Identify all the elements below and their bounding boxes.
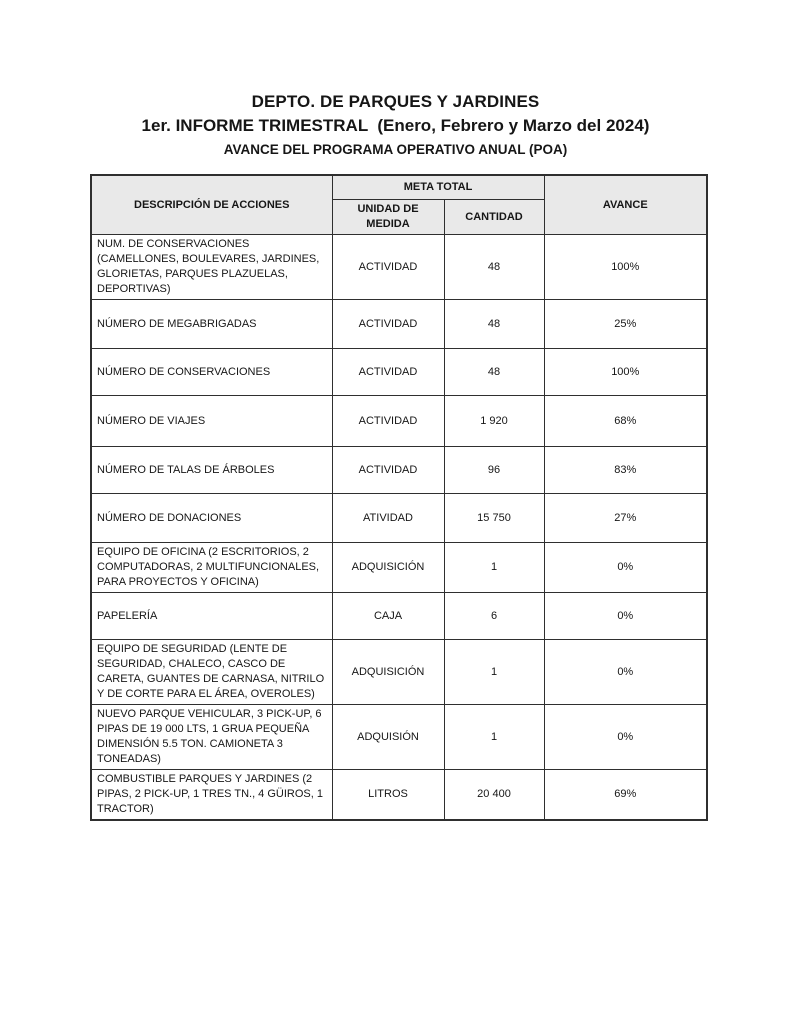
cell-cantidad: 1 xyxy=(444,640,544,705)
table-row xyxy=(91,705,707,770)
table-row xyxy=(91,593,707,640)
table-row xyxy=(91,396,707,447)
table-row xyxy=(91,640,707,705)
cell-cantidad: 1 920 xyxy=(444,396,544,447)
cell-unidad-de-medida: ADQUISICIÓN xyxy=(332,640,444,705)
cell-unidad-de-medida: ACTIVIDAD xyxy=(332,447,444,494)
cell-descripcion: NÚMERO DE DONACIONES xyxy=(91,494,332,543)
table-header-row-top xyxy=(91,175,707,200)
table-row xyxy=(91,235,707,300)
cell-descripcion: NUM. DE CONSERVACIONES (CAMELLONES, BOULEVARES, JARDINES, GLORIETAS, PARQUES PLAZUELAS, DEPORTIVAS) xyxy=(91,235,332,300)
cell-avance: 0% xyxy=(544,640,707,705)
cell-cantidad: 48 xyxy=(444,235,544,300)
cell-avance: 100% xyxy=(544,349,707,396)
cell-cantidad: 96 xyxy=(444,447,544,494)
cell-cantidad: 48 xyxy=(444,349,544,396)
poa-progress-table xyxy=(90,174,708,821)
cell-descripcion: NÚMERO DE CONSERVACIONES xyxy=(91,349,332,396)
cell-descripcion: EQUIPO DE OFICINA (2 ESCRITORIOS, 2 COMPUTADORAS, 2 MULTIFUNCIONALES, PARA PROYECTOS Y OFICINA) xyxy=(91,543,332,593)
cell-unidad-de-medida: ACTIVIDAD xyxy=(332,300,444,349)
cell-avance: 83% xyxy=(544,447,707,494)
cell-unidad-de-medida: ATIVIDAD xyxy=(332,494,444,543)
cell-unidad-de-medida: CAJA xyxy=(332,593,444,640)
cell-cantidad: 1 xyxy=(444,705,544,770)
table-row xyxy=(91,543,707,593)
cell-unidad-de-medida: ADQUISIÓN xyxy=(332,705,444,770)
page-title: DEPTO. DE PARQUES Y JARDINES xyxy=(251,92,540,111)
cell-cantidad: 15 750 xyxy=(444,494,544,543)
cell-descripcion: NUEVO PARQUE VEHICULAR, 3 PICK-UP, 6 PIPAS DE 19 000 LTS, 1 GRUA PEQUEÑA DIMENSIÓN 5.5 TON. CAMIONETA 3 TONEADAS) xyxy=(91,705,332,770)
cell-unidad-de-medida: ACTIVIDAD xyxy=(332,396,444,447)
cell-descripcion: NÚMERO DE TALAS DE ÁRBOLES xyxy=(91,447,332,494)
cell-descripcion: NÚMERO DE MEGABRIGADAS xyxy=(91,300,332,349)
header-avance: AVANCE xyxy=(544,175,707,235)
table-row xyxy=(91,494,707,543)
cell-cantidad: 48 xyxy=(444,300,544,349)
cell-unidad-de-medida: ADQUISICIÓN xyxy=(332,543,444,593)
table-row xyxy=(91,770,707,821)
header-unidad-de-medida: UNIDAD DE MEDIDA xyxy=(332,200,444,235)
page-subtitle-small: AVANCE DEL PROGRAMA OPERATIVO ANUAL (POA) xyxy=(223,142,568,157)
table-row xyxy=(91,300,707,349)
page-subtitle: 1er. INFORME TRIMESTRAL (Enero, Febrero y Marzo del 2024) xyxy=(141,116,650,135)
cell-descripcion: COMBUSTIBLE PARQUES Y JARDINES (2 PIPAS, 2 PICK-UP, 1 TRES TN., 4 GÜIROS, 1 TRACTOR) xyxy=(91,770,332,821)
table-row xyxy=(91,447,707,494)
cell-avance: 0% xyxy=(544,543,707,593)
document-title-block xyxy=(0,0,791,160)
cell-unidad-de-medida: LITROS xyxy=(332,770,444,821)
cell-unidad-de-medida: ACTIVIDAD xyxy=(332,349,444,396)
cell-avance: 100% xyxy=(544,235,707,300)
cell-cantidad: 20 400 xyxy=(444,770,544,821)
table-body xyxy=(91,235,707,821)
table-row xyxy=(91,349,707,396)
cell-cantidad: 6 xyxy=(444,593,544,640)
header-descripcion-de-acciones: DESCRIPCIÓN DE ACCIONES xyxy=(91,175,332,235)
cell-avance: 0% xyxy=(544,705,707,770)
cell-descripcion: EQUIPO DE SEGURIDAD (LENTE DE SEGURIDAD, CHALECO, CASCO DE CARETA, GUANTES DE CARNASA, NITRILO Y DE CORTE PARA EL ÁREA, OVEROLES) xyxy=(91,640,332,705)
header-meta-total: META TOTAL xyxy=(332,175,544,200)
cell-avance: 69% xyxy=(544,770,707,821)
cell-avance: 68% xyxy=(544,396,707,447)
table-header xyxy=(91,175,707,235)
header-cantidad: CANTIDAD xyxy=(444,200,544,235)
cell-avance: 25% xyxy=(544,300,707,349)
cell-avance: 27% xyxy=(544,494,707,543)
cell-descripcion: PAPELERÍA xyxy=(91,593,332,640)
cell-avance: 0% xyxy=(544,593,707,640)
cell-unidad-de-medida: ACTIVIDAD xyxy=(332,235,444,300)
cell-cantidad: 1 xyxy=(444,543,544,593)
cell-descripcion: NÚMERO DE VIAJES xyxy=(91,396,332,447)
